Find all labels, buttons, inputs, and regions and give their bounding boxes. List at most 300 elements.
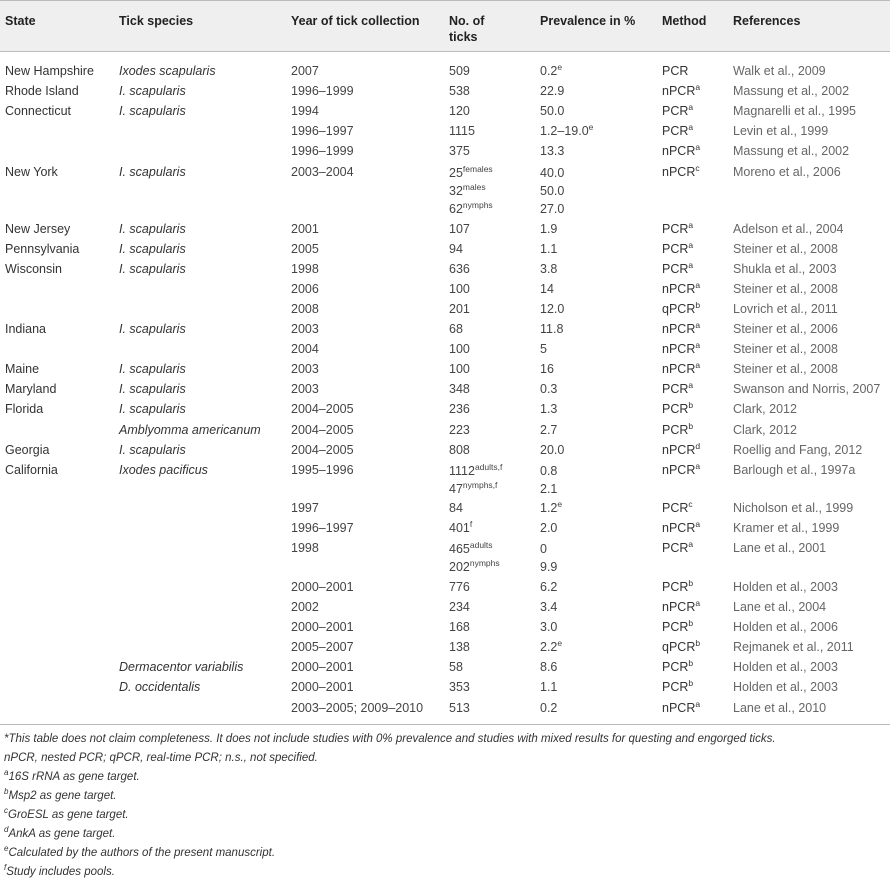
prevalence-line	[540, 599, 557, 615]
cell-value: 1.2	[540, 501, 558, 516]
cell-prevalence	[540, 221, 557, 237]
cell-year: 2003	[291, 322, 319, 336]
footnote-marker: e	[557, 638, 563, 649]
cell-prevalence	[540, 361, 554, 377]
cell-year: 2000–2001	[291, 680, 354, 695]
footnote-marker: a	[688, 219, 694, 230]
cell-method	[662, 83, 700, 99]
cell-species: Amblyomma americanum	[119, 422, 261, 437]
cell-state: Wisconsin	[5, 261, 62, 276]
cell-value: 0.8	[540, 463, 558, 478]
cell-value: 201	[449, 301, 470, 316]
cell-reference: Roellig and Fang, 2012	[733, 442, 863, 457]
ticks-line	[449, 401, 470, 417]
cell-prevalence	[540, 241, 557, 257]
cell-value: 2.2	[540, 640, 558, 655]
cell-value: 94	[449, 241, 463, 256]
cell-value: 27.0	[540, 201, 565, 216]
cell-prevalence	[540, 321, 563, 337]
cell-prevalence	[540, 520, 557, 536]
cell-method	[662, 63, 688, 79]
cell-value: 1.2–19.0	[540, 124, 589, 139]
ticks-line	[449, 659, 463, 675]
cell-species: I. scapularis	[119, 322, 186, 336]
footnote-marker: a	[695, 142, 701, 153]
ticks-line	[449, 462, 502, 480]
cell-prevalence	[540, 422, 557, 438]
cell-year: 2004–2005	[291, 442, 354, 457]
cell-prevalence	[540, 540, 557, 576]
footnote-c: $^c$GroESL as gene target.	[4, 806, 129, 821]
ticks-line	[449, 123, 475, 139]
cell-reference: Lane et al., 2010	[733, 700, 827, 715]
cell-year: 2003–2004	[291, 164, 354, 179]
footnote-marker: a	[688, 380, 694, 391]
cell-species: D. occidentalis	[119, 680, 201, 695]
prevalence-line	[540, 241, 557, 257]
cell-ticks	[449, 540, 500, 576]
footnote-marker: a	[695, 279, 701, 290]
prevalence-line	[540, 83, 564, 99]
ticks-line	[449, 281, 470, 297]
cell-prevalence	[540, 63, 562, 79]
ticks-line	[449, 520, 472, 536]
cell-year: 2007	[291, 64, 319, 78]
ticks-line	[449, 442, 470, 458]
cell-value: nPCR	[662, 144, 696, 159]
footnote-marker: a	[695, 519, 701, 530]
cell-reference: Nicholson et al., 1999	[733, 501, 854, 516]
footnote-d: $^d$AnkA as gene target.	[4, 825, 116, 840]
footnote-marker: e	[588, 122, 594, 133]
cell-species: I. scapularis	[119, 442, 186, 457]
cell-prevalence	[540, 281, 554, 297]
prevalence-line	[540, 558, 557, 576]
footnote-marker: b	[688, 420, 694, 431]
cell-ticks	[449, 679, 470, 695]
cell-value: 465	[449, 542, 470, 557]
prevalence-line	[540, 123, 593, 139]
cell-value: 107	[449, 221, 470, 236]
cell-value: 3.4	[540, 600, 558, 614]
footnote-marker: a	[695, 360, 701, 371]
cell-value: 348	[449, 382, 470, 397]
cell-year: 2002	[291, 600, 319, 614]
cell-species: I. scapularis	[119, 261, 186, 276]
footnote-marker: nymphs,f	[462, 479, 498, 490]
cell-year: 1998	[291, 541, 319, 556]
cell-value: 1115	[449, 124, 475, 139]
cell-value: 6.2	[540, 579, 558, 594]
cell-ticks	[449, 143, 470, 159]
prevalence-line	[540, 700, 557, 716]
cell-method	[662, 401, 693, 417]
cell-ticks	[449, 500, 463, 516]
cell-ticks	[449, 599, 470, 615]
cell-value: 2.7	[540, 422, 558, 437]
cell-ticks	[449, 241, 463, 257]
cell-method	[662, 221, 693, 237]
cell-ticks	[449, 261, 470, 277]
cell-reference: Barlough et al., 1997a	[733, 462, 856, 477]
cell-value: PCR	[662, 579, 689, 594]
cell-reference: Lane et al., 2001	[733, 541, 827, 556]
cell-value: 202	[449, 560, 470, 575]
cell-prevalence	[540, 401, 557, 417]
cell-reference: Holden et al., 2003	[733, 660, 838, 675]
footnote-abbreviations: nPCR, nested PCR; qPCR, real-time PCR; n.s., not specified.	[4, 752, 318, 764]
cell-reference: Massung et al., 2002	[733, 84, 850, 99]
footnote-marker: c	[695, 162, 700, 173]
cell-state: New Jersey	[5, 221, 71, 236]
cell-species: I. scapularis	[119, 164, 186, 179]
prevalence-line	[540, 619, 557, 635]
cell-ticks	[449, 63, 470, 79]
cell-reference: Steiner et al., 2008	[733, 241, 838, 256]
cell-value: PCR	[662, 620, 689, 635]
cell-method	[662, 143, 700, 159]
ticks-line	[449, 361, 470, 377]
cell-value: nPCR	[662, 600, 696, 614]
cell-value: 1.3	[540, 402, 558, 417]
cell-reference: Adelson et al., 2004	[733, 221, 844, 236]
cell-value: nPCR	[662, 342, 696, 357]
footnote-marker: a	[688, 259, 694, 270]
cell-value: 9.9	[540, 560, 558, 575]
cell-prevalence	[540, 579, 557, 595]
cell-value: nPCR	[662, 521, 696, 536]
footnote-marker: b	[688, 400, 694, 411]
cell-method	[662, 123, 693, 139]
cell-value: 223	[449, 422, 470, 437]
prevalence-line	[540, 659, 557, 675]
cell-value: 513	[449, 700, 470, 715]
cell-method	[662, 241, 693, 257]
cell-prevalence	[540, 143, 564, 159]
cell-value: 538	[449, 84, 470, 99]
cell-value: PCR	[662, 221, 689, 236]
cell-state: California	[5, 462, 58, 477]
footnote-marker: f	[469, 519, 473, 530]
cell-method	[662, 103, 693, 119]
footnote-e: $^e$Calculated by the authors of the present manuscript.	[4, 844, 276, 859]
cell-value: PCR	[662, 382, 689, 397]
cell-value: 12.0	[540, 301, 565, 316]
cell-value: 50.0	[540, 183, 565, 198]
cell-method	[662, 599, 700, 615]
ticks-line	[449, 301, 470, 317]
cell-value: nPCR	[662, 442, 696, 457]
cell-method	[662, 579, 693, 595]
cell-ticks	[449, 659, 463, 675]
cell-reference: Levin et al., 1999	[733, 124, 829, 139]
ticks-line	[449, 540, 500, 558]
cell-value: 50.0	[540, 104, 565, 119]
footnote-marker: nymphs	[469, 558, 500, 569]
ticks-line	[449, 241, 463, 257]
prevalence-line	[540, 261, 557, 277]
cell-value: 32	[449, 183, 463, 198]
cell-value: 0	[540, 542, 547, 557]
footnote-a: $^a$16S rRNA as gene target.	[4, 768, 140, 783]
cell-method	[662, 462, 700, 478]
footnote-marker: nymphs	[462, 199, 493, 210]
cell-ticks	[449, 401, 470, 417]
cell-value: 11.8	[540, 322, 564, 336]
footnote-marker: e	[557, 499, 563, 510]
footer-divider	[0, 724, 890, 725]
footnote-marker: adults	[469, 540, 493, 551]
footnote-marker: a	[695, 460, 701, 471]
prevalence-line	[540, 182, 564, 200]
cell-method	[662, 281, 700, 297]
cell-prevalence	[540, 659, 557, 675]
cell-value: 1112	[449, 463, 475, 478]
footnote-b: $^b$Msp2 as gene target.	[4, 787, 117, 802]
ticks-line	[449, 639, 470, 655]
prevalence-line	[540, 63, 562, 79]
ticks-line	[449, 579, 470, 595]
prevalence-line	[540, 480, 557, 498]
cell-year: 2005–2007	[291, 640, 354, 655]
cell-year: 2006	[291, 281, 319, 296]
cell-state: Maine	[5, 362, 40, 377]
header-prevalence: Prevalence in %	[540, 14, 636, 28]
cell-prevalence	[540, 462, 557, 498]
cell-year: 1997	[291, 501, 319, 516]
cell-species: I. scapularis	[119, 382, 186, 397]
cell-reference: Walk et al., 2009	[733, 64, 826, 78]
ticks-line	[449, 381, 470, 397]
cell-method	[662, 619, 693, 635]
footnote-marker: b	[688, 577, 694, 588]
cell-value: 16	[540, 362, 554, 377]
prevalence-line	[540, 401, 557, 417]
prevalence-line	[540, 103, 564, 119]
cell-year: 2003	[291, 382, 319, 397]
cell-ticks	[449, 103, 470, 119]
cell-value: 0.2	[540, 700, 558, 715]
cell-reference: Steiner et al., 2008	[733, 342, 838, 357]
prevalence-line	[540, 422, 557, 438]
ticks-line	[449, 619, 470, 635]
cell-value: 20.0	[540, 442, 565, 457]
header-state: State	[5, 14, 36, 28]
cell-species: Ixodes pacificus	[119, 462, 208, 477]
cell-value: 8.6	[540, 660, 558, 675]
cell-year: 2004–2005	[291, 422, 354, 437]
cell-value: nPCR	[662, 164, 696, 179]
ticks-line	[449, 182, 493, 200]
cell-species: I. scapularis	[119, 84, 186, 99]
cell-value: 22.9	[540, 84, 565, 99]
cell-value: 5	[540, 342, 547, 357]
cell-value: 68	[449, 322, 463, 336]
cell-species: Dermacentor variabilis	[119, 660, 244, 675]
ticks-line	[449, 700, 470, 716]
cell-method	[662, 422, 693, 438]
footnote-marker: adults,f	[474, 461, 503, 472]
cell-value: PCR	[662, 402, 689, 417]
ticks-line	[449, 200, 493, 218]
cell-reference: Holden et al., 2006	[733, 620, 838, 635]
cell-ticks	[449, 123, 475, 139]
footnote-marker: a	[688, 239, 694, 250]
cell-value: 1.1	[540, 241, 558, 256]
cell-value: PCR	[662, 501, 689, 516]
prevalence-line	[540, 639, 562, 655]
header-species: Tick species	[119, 14, 194, 28]
cell-value: PCR	[662, 261, 689, 276]
prevalence-line	[540, 462, 557, 480]
cell-reference: Massung et al., 2002	[733, 144, 850, 159]
cell-ticks	[449, 341, 470, 357]
cell-value: 62	[449, 201, 463, 216]
cell-reference: Steiner et al., 2008	[733, 362, 838, 377]
cell-method	[662, 520, 700, 536]
cell-year: 2003	[291, 362, 319, 377]
cell-species: Ixodes scapularis	[119, 64, 216, 78]
footnote-marker: a	[695, 339, 701, 350]
cell-state: Rhode Island	[5, 84, 79, 99]
cell-state: Indiana	[5, 322, 47, 336]
footnote-marker: b	[695, 299, 701, 310]
prevalence-line	[540, 200, 564, 218]
ticks-line	[449, 500, 463, 516]
cell-prevalence	[540, 103, 564, 119]
cell-value: 25	[449, 165, 463, 180]
cell-value: 138	[449, 640, 470, 655]
cell-reference: Steiner et al., 2006	[733, 322, 838, 336]
prevalence-line	[540, 381, 557, 397]
cell-reference: Clark, 2012	[733, 422, 797, 437]
cell-value: PCR	[662, 124, 689, 139]
cell-value: 776	[449, 579, 470, 594]
cell-reference: Shukla et al., 2003	[733, 261, 837, 276]
cell-state: New York	[5, 164, 58, 179]
ticks-line	[449, 221, 470, 237]
cell-prevalence	[540, 83, 564, 99]
prevalence-line	[540, 442, 564, 458]
prevalence-line	[540, 321, 563, 337]
cell-year: 2005	[291, 241, 319, 256]
cell-method	[662, 164, 700, 180]
cell-prevalence	[540, 679, 557, 695]
cell-species: I. scapularis	[119, 241, 186, 256]
cell-reference: Clark, 2012	[733, 402, 797, 417]
cell-value: nPCR	[662, 84, 696, 99]
cell-method	[662, 540, 693, 556]
cell-species: I. scapularis	[119, 221, 186, 236]
footnote-marker: a	[688, 539, 694, 550]
cell-reference: Lovrich et al., 2011	[733, 301, 838, 316]
ticks-line	[449, 63, 470, 79]
cell-ticks	[449, 281, 470, 297]
footnote-marker: b	[688, 678, 694, 689]
cell-value: 100	[449, 342, 470, 357]
cell-method	[662, 341, 700, 357]
cell-year: 2004–2005	[291, 402, 354, 417]
cell-ticks	[449, 520, 472, 536]
cell-year: 2000–2001	[291, 620, 354, 635]
cell-reference: Swanson and Norris, 2007	[733, 382, 881, 397]
prevalence-line	[540, 579, 557, 595]
cell-ticks	[449, 83, 470, 99]
ticks-line	[449, 321, 463, 337]
cell-reference: Magnarelli et al., 1995	[733, 104, 856, 119]
ticks-line	[449, 103, 470, 119]
cell-value: 1.1	[540, 680, 558, 695]
cell-ticks	[449, 321, 463, 337]
cell-value: 2.0	[540, 521, 558, 536]
cell-method	[662, 361, 700, 377]
cell-year: 1996–1997	[291, 521, 354, 536]
ticks-line	[449, 480, 502, 498]
cell-year: 1995–1996	[291, 462, 354, 477]
cell-value: 2.1	[540, 481, 558, 496]
table-header	[0, 0, 890, 52]
cell-reference: Lane et al., 2004	[733, 600, 827, 614]
cell-value: nPCR	[662, 322, 696, 336]
cell-value: 3.0	[540, 620, 558, 635]
cell-species: I. scapularis	[119, 104, 186, 119]
cell-reference: Kramer et al., 1999	[733, 521, 840, 536]
cell-value: 1.9	[540, 221, 558, 236]
prevalence-line	[540, 361, 554, 377]
cell-state: New Hampshire	[5, 64, 94, 78]
prevalence-line	[540, 500, 562, 516]
cell-value: 168	[449, 620, 470, 635]
footnote-marker: b	[688, 617, 694, 628]
cell-value: 40.0	[540, 165, 565, 180]
cell-year: 1996–1999	[291, 144, 354, 159]
cell-ticks	[449, 619, 470, 635]
cell-method	[662, 639, 700, 655]
prevalence-line	[540, 143, 564, 159]
prevalence-line	[540, 520, 557, 536]
cell-value: 120	[449, 104, 470, 119]
cell-prevalence	[540, 599, 557, 615]
cell-year: 2004	[291, 342, 319, 357]
cell-value: nPCR	[662, 462, 696, 477]
cell-method	[662, 659, 693, 675]
prevalence-line	[540, 679, 557, 695]
cell-prevalence	[540, 261, 557, 277]
cell-method	[662, 321, 700, 337]
prevalence-line	[540, 221, 557, 237]
cell-species: I. scapularis	[119, 402, 186, 417]
ticks-line	[449, 679, 470, 695]
footnote-marker: a	[695, 319, 701, 330]
cell-ticks	[449, 700, 470, 716]
cell-value: 375	[449, 144, 470, 159]
cell-method	[662, 381, 693, 397]
cell-method	[662, 500, 693, 516]
cell-method	[662, 700, 700, 716]
cell-value: PCR	[662, 422, 689, 437]
prevalence-line	[540, 540, 557, 558]
cell-value: 236	[449, 402, 470, 417]
cell-value: 509	[449, 64, 470, 78]
cell-year: 2000–2001	[291, 660, 354, 675]
cell-year: 1996–1997	[291, 124, 354, 139]
cell-prevalence	[540, 341, 547, 357]
ticks-line	[449, 261, 470, 277]
cell-reference: Holden et al., 2003	[733, 680, 838, 695]
cell-ticks	[449, 221, 470, 237]
cell-value: 234	[449, 600, 470, 614]
cell-value: 808	[449, 442, 470, 457]
